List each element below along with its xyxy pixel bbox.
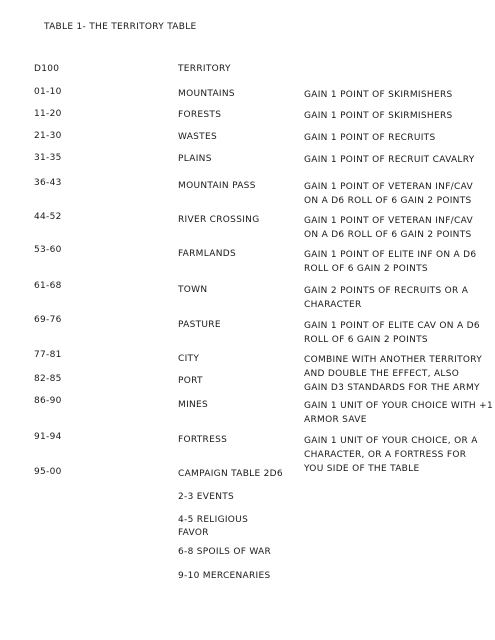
table-title: TABLE 1- THE TERRITORY TABLE: [44, 22, 197, 32]
territory-name: PORT: [178, 376, 203, 386]
header-roll: D100: [34, 64, 60, 74]
territory-name: FORTRESS: [178, 435, 228, 445]
territory-name: FORESTS: [178, 110, 222, 120]
roll-range: 95-00: [34, 467, 62, 477]
roll-range: 53-60: [34, 245, 62, 255]
campaign-entry-line: 2-3 EVENTS: [178, 492, 235, 502]
roll-range: 69-76: [34, 315, 62, 325]
territory-effect: [304, 353, 482, 395]
territory-effect: [304, 88, 453, 102]
effect-line: GAIN 1 POINT OF RECRUIT CAVALRY: [304, 155, 475, 165]
roll-range: 91-94: [34, 432, 62, 442]
territory-name: MOUNTAINS: [178, 89, 235, 99]
effect-line: GAIN 1 POINT OF VETERAN INF/CAV: [304, 182, 473, 192]
roll-range: 36-43: [34, 178, 62, 188]
effect-line: ON A D6 ROLL OF 6 GAIN 2 POINTS: [304, 196, 472, 206]
roll-range: 01-10: [34, 87, 62, 97]
effect-line: ON A D6 ROLL OF 6 GAIN 2 POINTS: [304, 230, 472, 240]
territory-name: PLAINS: [178, 154, 212, 164]
effect-line: GAIN 1 UNIT OF YOUR CHOICE, OR A: [304, 436, 478, 446]
roll-range: 61-68: [34, 281, 62, 291]
campaign-entry-line: 9-10 MERCENARIES: [178, 571, 271, 581]
territory-name: MINES: [178, 400, 209, 410]
territory-name: FARMLANDS: [178, 249, 236, 259]
territory-effect: [304, 214, 473, 242]
roll-range: 44-52: [34, 212, 62, 222]
campaign-entry: [178, 570, 271, 583]
effect-line: GAIN 2 POINTS OF RECRUITS OR A: [304, 286, 469, 296]
territory-effect: [304, 109, 453, 123]
territory-name: PASTURE: [178, 320, 221, 330]
territory-name: CITY: [178, 354, 200, 364]
campaign-entry: [178, 546, 271, 559]
territory-effect: [304, 434, 478, 476]
campaign-entry-line: FAVOR: [178, 528, 209, 538]
effect-line: GAIN 1 POINT OF ELITE INF ON A D6: [304, 250, 477, 260]
territory-effect: [304, 284, 468, 312]
effect-line: GAIN 1 POINT OF ELITE CAV ON A D6: [304, 321, 480, 331]
effect-line: COMBINE WITH ANOTHER TERRITORY: [304, 355, 483, 365]
territory-effect: [304, 153, 475, 167]
territory-name: RIVER CROSSING: [178, 215, 260, 225]
effect-line: GAIN 1 UNIT OF YOUR CHOICE WITH +1: [304, 401, 493, 411]
effect-line: GAIN D3 STANDARDS FOR THE ARMY: [304, 383, 480, 393]
effect-line: CHARACTER: [304, 300, 362, 310]
effect-line: GAIN 1 POINT OF SKIRMISHERS: [304, 90, 453, 100]
territory-effect: [304, 131, 435, 145]
campaign-entry: [178, 514, 248, 540]
effect-line: YOU SIDE OF THE TABLE: [304, 464, 420, 474]
territory-name: MOUNTAIN PASS: [178, 181, 256, 191]
campaign-entry: [178, 491, 234, 504]
effect-line: GAIN 1 POINT OF RECRUITS: [304, 133, 436, 143]
territory-name: TOWN: [178, 285, 208, 295]
effect-line: AND DOUBLE THE EFFECT, ALSO: [304, 369, 460, 379]
header-territory: TERRITORY: [178, 64, 231, 74]
effect-line: CHARACTER, OR A FORTRESS FOR: [304, 450, 467, 460]
roll-range: 82-85: [34, 374, 62, 384]
roll-range: 11-20: [34, 109, 62, 119]
roll-range: 31-35: [34, 153, 62, 163]
effect-line: GAIN 1 POINT OF SKIRMISHERS: [304, 111, 453, 121]
effect-line: ARMOR SAVE: [304, 415, 367, 425]
effect-line: ROLL OF 6 GAIN 2 POINTS: [304, 335, 428, 345]
territory-effect: [304, 399, 493, 427]
effect-line: GAIN 1 POINT OF VETERAN INF/CAV: [304, 216, 473, 226]
roll-range: 21-30: [34, 131, 62, 141]
territory-effect: [304, 319, 480, 347]
territory-effect: [304, 180, 473, 208]
territory-name: WASTES: [178, 132, 217, 142]
territory-effect: [304, 248, 476, 276]
roll-range: 77-81: [34, 350, 62, 360]
effect-line: ROLL OF 6 GAIN 2 POINTS: [304, 264, 428, 274]
territory-name: CAMPAIGN TABLE 2D6: [178, 469, 283, 479]
roll-range: 86-90: [34, 396, 62, 406]
campaign-entry-line: 4-5 RELIGIOUS: [178, 515, 249, 525]
campaign-entry-line: 6-8 SPOILS OF WAR: [178, 547, 272, 557]
